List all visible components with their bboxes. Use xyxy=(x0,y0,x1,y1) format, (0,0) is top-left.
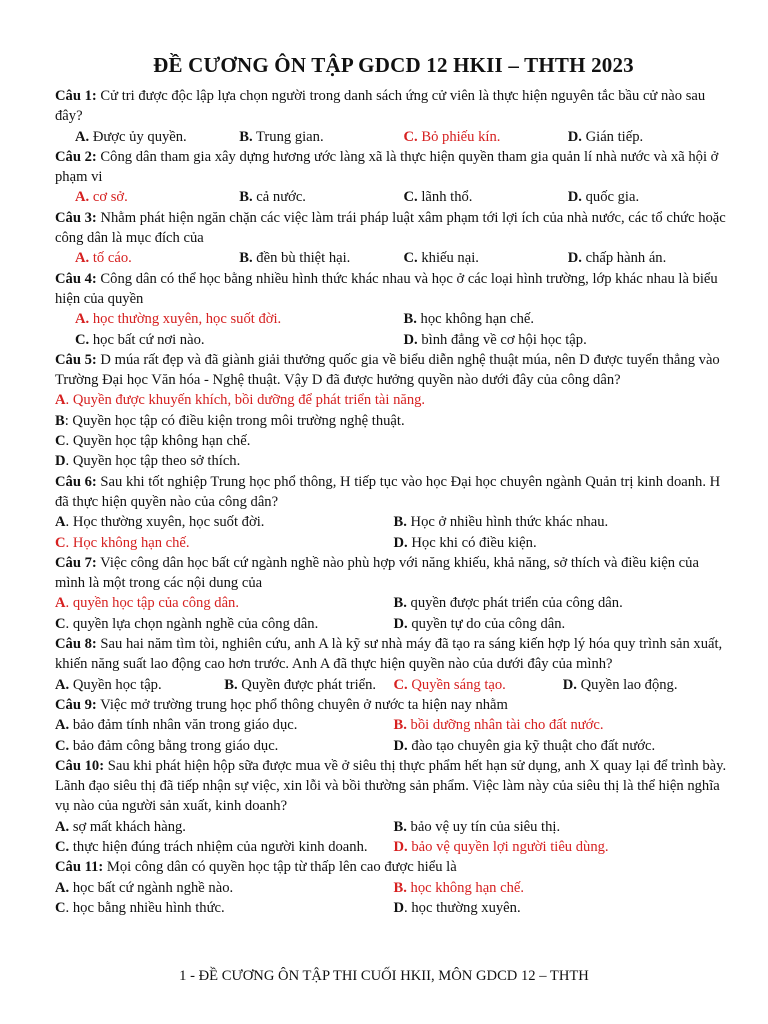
answer-option xyxy=(568,187,732,207)
question-block xyxy=(55,634,732,695)
answer-option xyxy=(239,187,403,207)
option-letter: B. xyxy=(239,250,253,267)
answer-option xyxy=(404,187,568,207)
answer-option xyxy=(224,675,393,695)
option-text: . Học thường xuyên, học suốt đời. xyxy=(65,514,265,531)
question-number: Câu 7: xyxy=(55,554,97,571)
answer-option xyxy=(568,248,732,268)
question-block xyxy=(55,269,732,350)
option-letter: B. xyxy=(393,514,407,531)
answer-options xyxy=(55,390,732,471)
answer-option xyxy=(404,330,733,350)
option-text: tố cáo. xyxy=(92,250,132,267)
answer-option xyxy=(75,330,404,350)
answer-option-correct xyxy=(394,878,733,898)
answer-option xyxy=(55,614,394,634)
option-text: Quyền sáng tạo. xyxy=(411,676,506,693)
answer-option xyxy=(394,593,733,613)
question-number: Câu 5: xyxy=(55,351,97,368)
answer-option xyxy=(568,127,732,147)
option-text: Quyền lao động. xyxy=(580,676,678,693)
option-letter: D. xyxy=(393,737,408,754)
option-text: . Quyền được khuyến khích, bồi dưỡng để phát triển tài năng. xyxy=(65,392,426,409)
question-number: Câu 3: xyxy=(55,209,97,226)
option-letter: D. xyxy=(562,676,577,693)
answer-option xyxy=(55,675,224,695)
option-text: Được ủy quyền. xyxy=(92,128,187,145)
option-letter: A. xyxy=(75,128,90,145)
question-number: Câu 2: xyxy=(55,148,97,165)
option-text: sợ mất khách hàng. xyxy=(72,818,186,835)
answer-option-correct xyxy=(404,127,568,147)
answer-options xyxy=(55,817,732,858)
question-block xyxy=(55,86,732,147)
answer-option xyxy=(55,715,394,735)
option-letter: D. xyxy=(567,250,582,267)
option-letter: A. xyxy=(75,189,90,206)
answer-options xyxy=(55,187,732,207)
answer-option-correct xyxy=(394,715,733,735)
answer-option-correct xyxy=(55,533,394,553)
option-text: : Quyền học tập có điều kiện trong môi trường nghệ thuật. xyxy=(64,412,405,429)
question-text: D múa rất đẹp và đã giành giải thưởng quốc gia về biểu diễn nghệ thuật múa, nên D được tuyển thẳng vào Trường Đại học Văn hóa - Nghệ thuật. Vậy D đã được hưởng quyền nào dưới đây của công dân? xyxy=(55,351,720,389)
option-text: . quyền lựa chọn ngành nghề của công dân. xyxy=(65,615,319,632)
option-letter: C. xyxy=(403,189,418,206)
answer-option xyxy=(75,127,239,147)
option-text: lãnh thổ. xyxy=(421,189,473,206)
option-letter: B. xyxy=(239,189,253,206)
option-letter: B. xyxy=(393,879,407,896)
option-text: học không hạn chế. xyxy=(420,311,535,328)
answer-option-correct xyxy=(55,390,732,410)
question-text: Mọi công dân có quyền học tập từ thấp lên cao được hiểu là xyxy=(106,859,457,876)
option-letter: D. xyxy=(567,128,582,145)
question-text: Sau khi phát hiện hộp sữa được mua về ở siêu thị thực phẩm hết hạn sử dụng, anh X quay lại để trình bày. Lãnh đạo siêu thị đã tiếp nhận sự việc, xin lỗi và bồi thường sản phẩm. Việc làm này của siêu thị là thể hiện nghĩa vụ nào của người sản xuất, kinh doanh? xyxy=(55,757,727,815)
option-letter: C. xyxy=(55,838,70,855)
answer-options xyxy=(55,593,732,634)
answer-option xyxy=(394,817,733,837)
answer-option xyxy=(394,614,733,634)
question-block xyxy=(55,472,732,553)
option-letter: A xyxy=(55,392,66,409)
option-text: khiếu nại. xyxy=(421,250,479,267)
option-letter: B. xyxy=(403,311,417,328)
option-letter: D. xyxy=(393,838,408,855)
answer-option xyxy=(55,837,394,857)
question-number: Câu 4: xyxy=(55,270,97,287)
answer-option xyxy=(55,817,394,837)
question-number: Câu 8: xyxy=(55,636,97,653)
question-stem xyxy=(55,86,732,127)
option-text: Học khi có điều kiện. xyxy=(411,534,537,551)
question-text: Việc công dân học bất cứ ngành nghề nào phù hợp với năng khiếu, khả năng, sở thích và điều kiện của mình là một trong các nội dung của xyxy=(55,554,699,592)
question-text: Công dân tham gia xây dựng hương ước làng xã là thực hiện quyền tham gia quản lí nhà nước và xã hội ở phạm vi xyxy=(55,148,719,186)
option-text: đền bù thiệt hại. xyxy=(256,250,351,267)
answer-option xyxy=(394,898,733,918)
option-text: thực hiện đúng trách nhiệm của người kinh doanh. xyxy=(72,838,368,855)
question-text: Nhằm phát hiện ngăn chặn các việc làm trái pháp luật xâm phạm tới lợi ích của nhà nước, các tổ chức hoặc công dân là mục đích của xyxy=(55,209,726,247)
question-stem xyxy=(55,472,732,513)
option-letter: D xyxy=(393,899,405,916)
option-letter: C. xyxy=(403,128,418,145)
question-text: Sau khi tốt nghiệp Trung học phổ thông, H tiếp tục vào học Đại học chuyên ngành Quản trị kinh doanh. H đã thực hiện quyền nào của công dân? xyxy=(55,473,721,510)
option-text: chấp hành án. xyxy=(585,250,667,267)
option-text: Quyền học tập. xyxy=(72,676,162,693)
option-text: đào tạo chuyên gia kỹ thuật cho đất nước. xyxy=(411,737,656,754)
option-letter: A. xyxy=(55,818,70,835)
option-letter: C. xyxy=(403,250,418,267)
answer-option xyxy=(404,309,733,329)
option-letter: C. xyxy=(393,676,408,693)
option-letter: C. xyxy=(75,331,90,348)
option-text: cơ sở. xyxy=(92,189,128,206)
option-letter: D. xyxy=(393,615,408,632)
question-stem xyxy=(55,553,732,594)
option-letter: C xyxy=(55,615,66,632)
option-letter: C xyxy=(55,899,66,916)
answer-option-correct xyxy=(394,675,563,695)
option-text: bảo đảm công bằng trong giáo dục. xyxy=(72,737,279,754)
option-text: Học ở nhiều hình thức khác nhau. xyxy=(410,514,609,531)
option-letter: D. xyxy=(567,189,582,206)
option-text: Bỏ phiếu kín. xyxy=(421,128,501,145)
option-text: quyền được phát triển của công dân. xyxy=(410,595,623,612)
option-letter: A. xyxy=(55,676,70,693)
question-stem xyxy=(55,756,732,817)
answer-option xyxy=(394,736,733,756)
option-text: Quyền được phát triển. xyxy=(241,676,377,693)
option-text: quyền tự do của công dân. xyxy=(411,615,566,632)
option-text: . Quyền học tập theo sở thích. xyxy=(65,453,241,470)
option-letter: C xyxy=(55,433,66,450)
option-letter: A. xyxy=(55,879,70,896)
question-block xyxy=(55,756,732,857)
option-letter: A xyxy=(55,514,66,531)
answer-option xyxy=(55,512,394,532)
option-text: cả nước. xyxy=(256,189,306,206)
question-number: Câu 11: xyxy=(55,859,104,876)
option-letter: A. xyxy=(75,250,90,267)
answer-options xyxy=(55,127,732,147)
question-number: Câu 1: xyxy=(55,88,97,104)
answer-option xyxy=(563,675,732,695)
option-letter: B. xyxy=(393,595,407,612)
question-block xyxy=(55,350,732,472)
option-text: . học thường xuyên. xyxy=(404,899,521,916)
option-text: Trung gian. xyxy=(256,128,324,145)
answer-option-correct xyxy=(394,837,733,857)
question-text: Công dân có thể học bằng nhiều hình thức khác nhau và học ở các loại hình trường, lớp khác nhau là biểu hiện của quyền xyxy=(55,270,718,307)
answer-option-correct xyxy=(75,187,239,207)
answer-option xyxy=(55,431,732,451)
question-stem xyxy=(55,695,732,715)
question-stem xyxy=(55,147,732,188)
question-block xyxy=(55,857,732,918)
answer-option xyxy=(404,248,568,268)
question-stem xyxy=(55,857,732,877)
answer-options xyxy=(55,248,732,268)
option-letter: A xyxy=(55,595,66,612)
answer-option-correct xyxy=(75,248,239,268)
answer-option xyxy=(394,533,733,553)
option-text: học bất cứ ngành nghề nào. xyxy=(72,879,234,896)
answer-options xyxy=(55,878,732,919)
answer-option xyxy=(55,878,394,898)
option-text: Gián tiếp. xyxy=(585,128,644,145)
answer-options xyxy=(55,309,732,350)
question-block xyxy=(55,208,732,269)
answer-option xyxy=(55,451,732,471)
question-text: Sau hai năm tìm tòi, nghiên cứu, anh A là kỹ sư nhà máy đã tạo ra sáng kiến hợp lý hóa quy trình sản xuất, khiến năng suất lao động cao hơn trước. Anh A đã thực hiện quyền nào của dưới đây của mình? xyxy=(55,636,723,673)
answer-option xyxy=(239,127,403,147)
option-text: . Quyền học tập không hạn chế. xyxy=(65,433,251,450)
option-letter: B. xyxy=(239,128,253,145)
question-block xyxy=(55,695,732,756)
option-text: học không hạn chế. xyxy=(410,879,525,896)
page-footer: 1 - ĐỀ CƯƠNG ÔN TẬP THI CUỐI HKII, MÔN GDCD 12 – THTH xyxy=(179,968,589,984)
question-stem xyxy=(55,208,732,249)
option-letter: A. xyxy=(75,311,90,328)
option-letter: D xyxy=(55,453,66,470)
option-text: bảo vệ quyền lợi người tiêu dùng. xyxy=(411,838,609,855)
option-text: học bất cứ nơi nào. xyxy=(92,331,205,348)
option-letter: B. xyxy=(224,676,238,693)
option-letter: C. xyxy=(55,737,70,754)
option-letter: C xyxy=(55,534,66,551)
option-text: bảo vệ uy tín của siêu thị. xyxy=(410,818,561,835)
option-letter: D. xyxy=(393,534,408,551)
option-text: . học bằng nhiều hình thức. xyxy=(65,899,225,916)
question-list xyxy=(55,86,732,918)
question-number: Câu 6: xyxy=(55,473,97,490)
option-text: bồi dưỡng nhân tài cho đất nước. xyxy=(410,717,604,734)
option-text: học thường xuyên, học suốt đời. xyxy=(92,311,282,328)
question-number: Câu 10: xyxy=(55,757,105,774)
answer-options xyxy=(55,512,732,553)
option-text: bình đẳng về cơ hội học tập. xyxy=(421,331,587,348)
option-letter: D. xyxy=(403,331,418,348)
option-text: bảo đảm tính nhân văn trong giáo dục. xyxy=(72,717,298,734)
option-letter: A. xyxy=(55,717,70,734)
option-letter: B. xyxy=(393,717,407,734)
answer-option xyxy=(55,898,394,918)
question-stem xyxy=(55,634,732,675)
question-text: Cử tri được độc lập lựa chọn người trong danh sách ứng cử viên là thực hiện nguyên tắc bầu cử nào sau đây? xyxy=(55,88,706,125)
question-number: Câu 9: xyxy=(55,696,97,713)
answer-options xyxy=(55,675,732,695)
option-letter: B. xyxy=(393,818,407,835)
question-block xyxy=(55,147,732,208)
answer-option-correct xyxy=(75,309,404,329)
answer-option xyxy=(394,512,733,532)
option-text: . quyền học tập của công dân. xyxy=(65,595,239,612)
answer-option xyxy=(55,411,732,431)
option-letter: B xyxy=(55,412,65,429)
answer-options xyxy=(55,715,732,756)
question-text: Việc mở trường trung học phổ thông chuyên ở nước ta hiện nay nhằm xyxy=(100,696,508,713)
question-stem xyxy=(55,350,732,391)
option-text: . Học không hạn chế. xyxy=(65,534,190,551)
answer-option-correct xyxy=(55,593,394,613)
document-title: ĐỀ CƯƠNG ÔN TẬP GDCD 12 HKII – THTH 2023 xyxy=(153,53,634,77)
question-stem xyxy=(55,269,732,310)
option-text: quốc gia. xyxy=(585,189,640,206)
answer-option xyxy=(55,736,394,756)
answer-option xyxy=(239,248,403,268)
question-block xyxy=(55,553,732,634)
